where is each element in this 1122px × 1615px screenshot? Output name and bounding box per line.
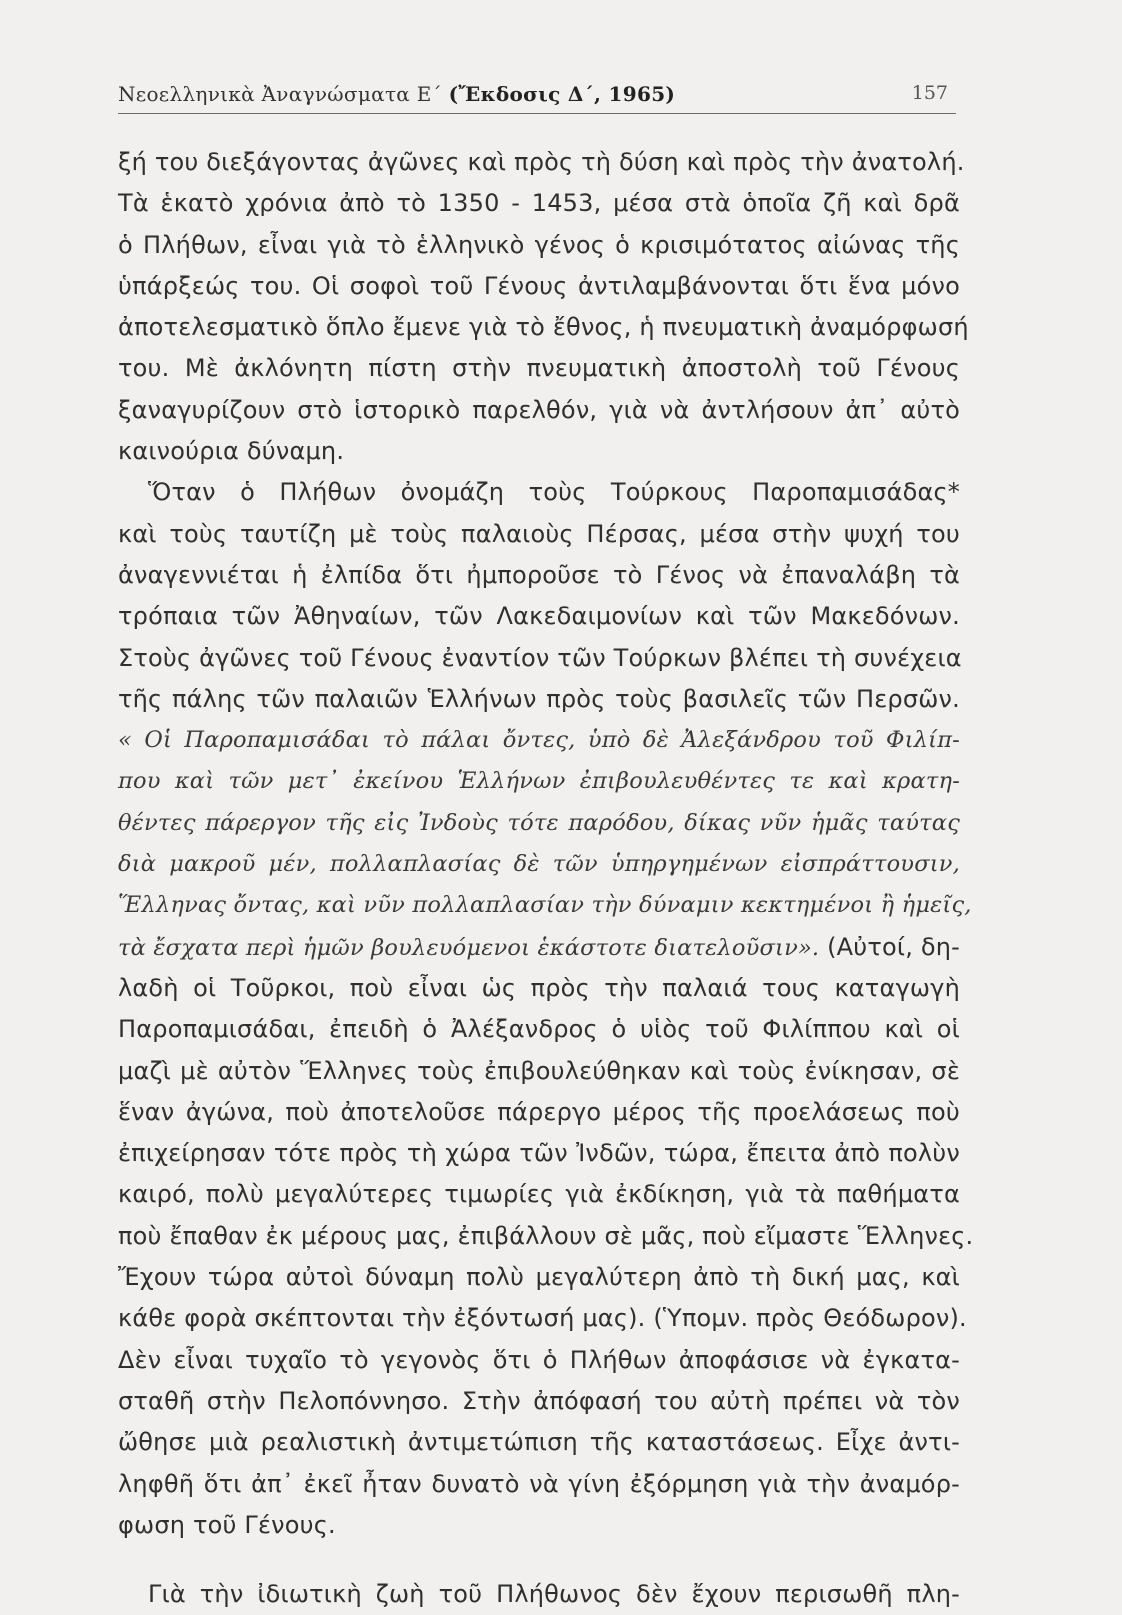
body-text xyxy=(118,142,974,1615)
paragraph-3 xyxy=(118,1574,960,1615)
text-line: ἐπιχείρησαν τότε πρὸς τὴ χώρα τῶν Ἰνδῶν, τώρα, ἔπειτα ἀπὸ πολὺν xyxy=(118,1139,960,1168)
text-line: Παροπαμισάδαι, ἐπειδὴ ὁ Ἀλέξανδρος ὁ υἱὸς τοῦ Φιλίππου καὶ οἱ xyxy=(118,1015,960,1044)
translation-start: (Αὐτοί, δη- xyxy=(819,932,961,961)
page-number: 157 xyxy=(911,82,948,104)
text-line: ὑπάρξεώς του. Οἱ σοφοὶ τοῦ Γένους ἀντιλαμβάνονται ὅτι ἕνα μόνο xyxy=(118,271,960,300)
text-line: ποὺ ἔπαθαν ἐκ μέρους μας, ἐπιβάλλουν σὲ μᾶς, ποὺ εἴμαστε Ἕλληνες. xyxy=(118,1221,974,1250)
text-line: καινούρια δύναμη. xyxy=(118,437,345,466)
text-line: σταθῆ στὴν Πελοπόννησο. Στὴν ἀπόφασή του αὐτὴ πρέπει νὰ τὸν xyxy=(118,1386,960,1415)
text-line: ἕναν ἀγώνα, ποὺ ἀποτελοῦσε πάρεργο μέρος τῆς προελάσεως ποὺ xyxy=(118,1097,960,1126)
quote-line: Ἕλληνας ὄντας, καὶ νῦν πολλαπλασίαν τὴν δύναμιν κεκτημένοι ἢ ἡμεῖς, xyxy=(118,892,972,919)
text-line: ξή του διεξάγοντας ἀγῶνες καὶ πρὸς τὴ δύση καὶ πρὸς τὴν ἀνατολή. xyxy=(118,148,965,176)
paragraph-1 xyxy=(118,142,969,472)
text-line: λαδὴ οἱ Τοῦρκοι, ποὺ εἶναι ὡς πρὸς τὴν παλαιά τους καταγωγὴ xyxy=(118,973,960,1002)
text-line: Γιὰ τὴν ἰδιωτικὴ ζωὴ τοῦ Πλήθωνος δὲν ἔχουν περισωθῆ πλη- xyxy=(148,1580,960,1609)
text-line: ἀποτελεσματικὸ ὅπλο ἔμενε γιὰ τὸ ἔθνος, ἡ πνευματικὴ ἀναμόρφωσή xyxy=(118,313,969,342)
quote-line: που καὶ τῶν μετ᾿ ἐκείνου Ἑλλήνων ἐπιβουλευθέντες τε καὶ κρατη- xyxy=(118,768,960,795)
text-line: Ὅταν ὁ Πλήθων ὀνομάζη τοὺς Τούρκους Παροπαμισάδας* xyxy=(148,478,960,507)
text-line: καιρό, πολὺ μεγαλύτερες τιμωρίες γιὰ ἐκδίκηση, γιὰ τὰ παθήματα xyxy=(118,1180,960,1209)
text-line: κάθε φορὰ σκέπτονται τὴν ἐξόντωσή μας). (Ὑπομν. πρὸς Θεόδωρον). xyxy=(118,1304,967,1333)
text-line: φωση τοῦ Γένους. xyxy=(118,1510,336,1539)
text-line: Στοὺς ἀγῶνες τοῦ Γένους ἐναντίον τῶν Τούρκων βλέπει τὴ συνέχεια xyxy=(118,643,962,672)
text-line: τῆς πάλης τῶν παλαιῶν Ἑλλήνων πρὸς τοὺς βασιλεῖς τῶν Περσῶν. xyxy=(118,684,960,713)
text-line: ὤθησε μιὰ ρεαλιστικὴ ἀντιμετώπιση τῆς καταστάσεως. Εἶχε ἀντι- xyxy=(118,1428,960,1457)
header-rule xyxy=(118,113,956,114)
text-line: καὶ τοὺς ταυτίζη μὲ τοὺς παλαιοὺς Πέρσας, μέσα στὴν ψυχή του xyxy=(118,519,960,548)
paragraph-gap xyxy=(118,1546,960,1574)
quote-line: « Οἱ Παροπαμισάδαι τὸ πάλαι ὄντες, ὑπὸ δὲ Ἀλεξάνδρου τοῦ Φιλίπ- xyxy=(118,727,960,754)
quote-end: τὰ ἔσχατα περὶ ἡμῶν βουλευόμενοι ἑκάστοτε διατελοῦσιν». xyxy=(118,934,820,961)
text-line: ὁ Πλήθων, εἶναι γιὰ τὸ ἑλληνικὸ γένος ὁ κρισιμότατος αἰώνας τῆς xyxy=(118,230,960,259)
paragraph-2 xyxy=(118,472,974,1546)
header-title-edition: (Ἔκδοσις Δ΄, 1965) xyxy=(448,82,676,106)
text-line: τρόπαια τῶν Ἀθηναίων, τῶν Λακεδαιμονίων καὶ τῶν Μακεδόνων. xyxy=(118,602,960,631)
running-header xyxy=(118,74,956,114)
quote-line: διὰ μακροῦ μέν, πολλαπλασίας δὲ τῶν ὑπηργημένων εἰσπράττουσιν, xyxy=(118,851,960,878)
text-line: Δὲν εἶναι τυχαῖο τὸ γεγονὸς ὅτι ὁ Πλήθων ἀποφάσισε νὰ ἐγκατα- xyxy=(118,1345,960,1374)
header-title-plain: Νεοελληνικὰ Ἀναγνώσματα Ε΄ xyxy=(118,82,449,106)
quote-line: θέντες πάρεργον τῆς εἰς Ἰνδοὺς τότε παρόδου, δίκας νῦν ἡμᾶς ταύτας xyxy=(118,809,960,836)
text-line: ληφθῆ ὅτι ἀπ᾿ ἐκεῖ ἦταν δυνατὸ νὰ γίνη ἐξόρμηση γιὰ τὴν ἀναμόρ- xyxy=(118,1469,960,1498)
text-line: Ἔχουν τώρα αὐτοὶ δύναμη πολὺ μεγαλύτερη ἀπὸ τὴ δική μας, καὶ xyxy=(118,1263,960,1292)
running-header-title xyxy=(118,82,675,106)
text-line: ξαναγυρίζουν στὸ ἱστορικὸ παρελθόν, γιὰ νὰ ἀντλήσουν ἀπ᾿ αὐτὸ xyxy=(118,395,960,424)
text-line: Τὰ ἑκατὸ χρόνια ἀπὸ τὸ 1350 - 1453, μέσα στὰ ὁποῖα ζῆ καὶ δρᾶ xyxy=(118,189,960,218)
text-line: μαζὶ μὲ αὐτὸν Ἕλληνες τοὺς ἐπιβουλεύθηκαν καὶ τοὺς ἐνίκησαν, σὲ xyxy=(118,1056,960,1085)
text-line: του. Μὲ ἀκλόνητη πίστη στὴν πνευματικὴ ἀποστολὴ τοῦ Γένους xyxy=(118,354,960,383)
text-line: ἀναγεννιέται ἡ ἐλπίδα ὅτι ἠμποροῦσε τὸ Γένος νὰ ἐπαναλάβη τὰ xyxy=(118,560,960,589)
mixed-line xyxy=(118,927,960,968)
